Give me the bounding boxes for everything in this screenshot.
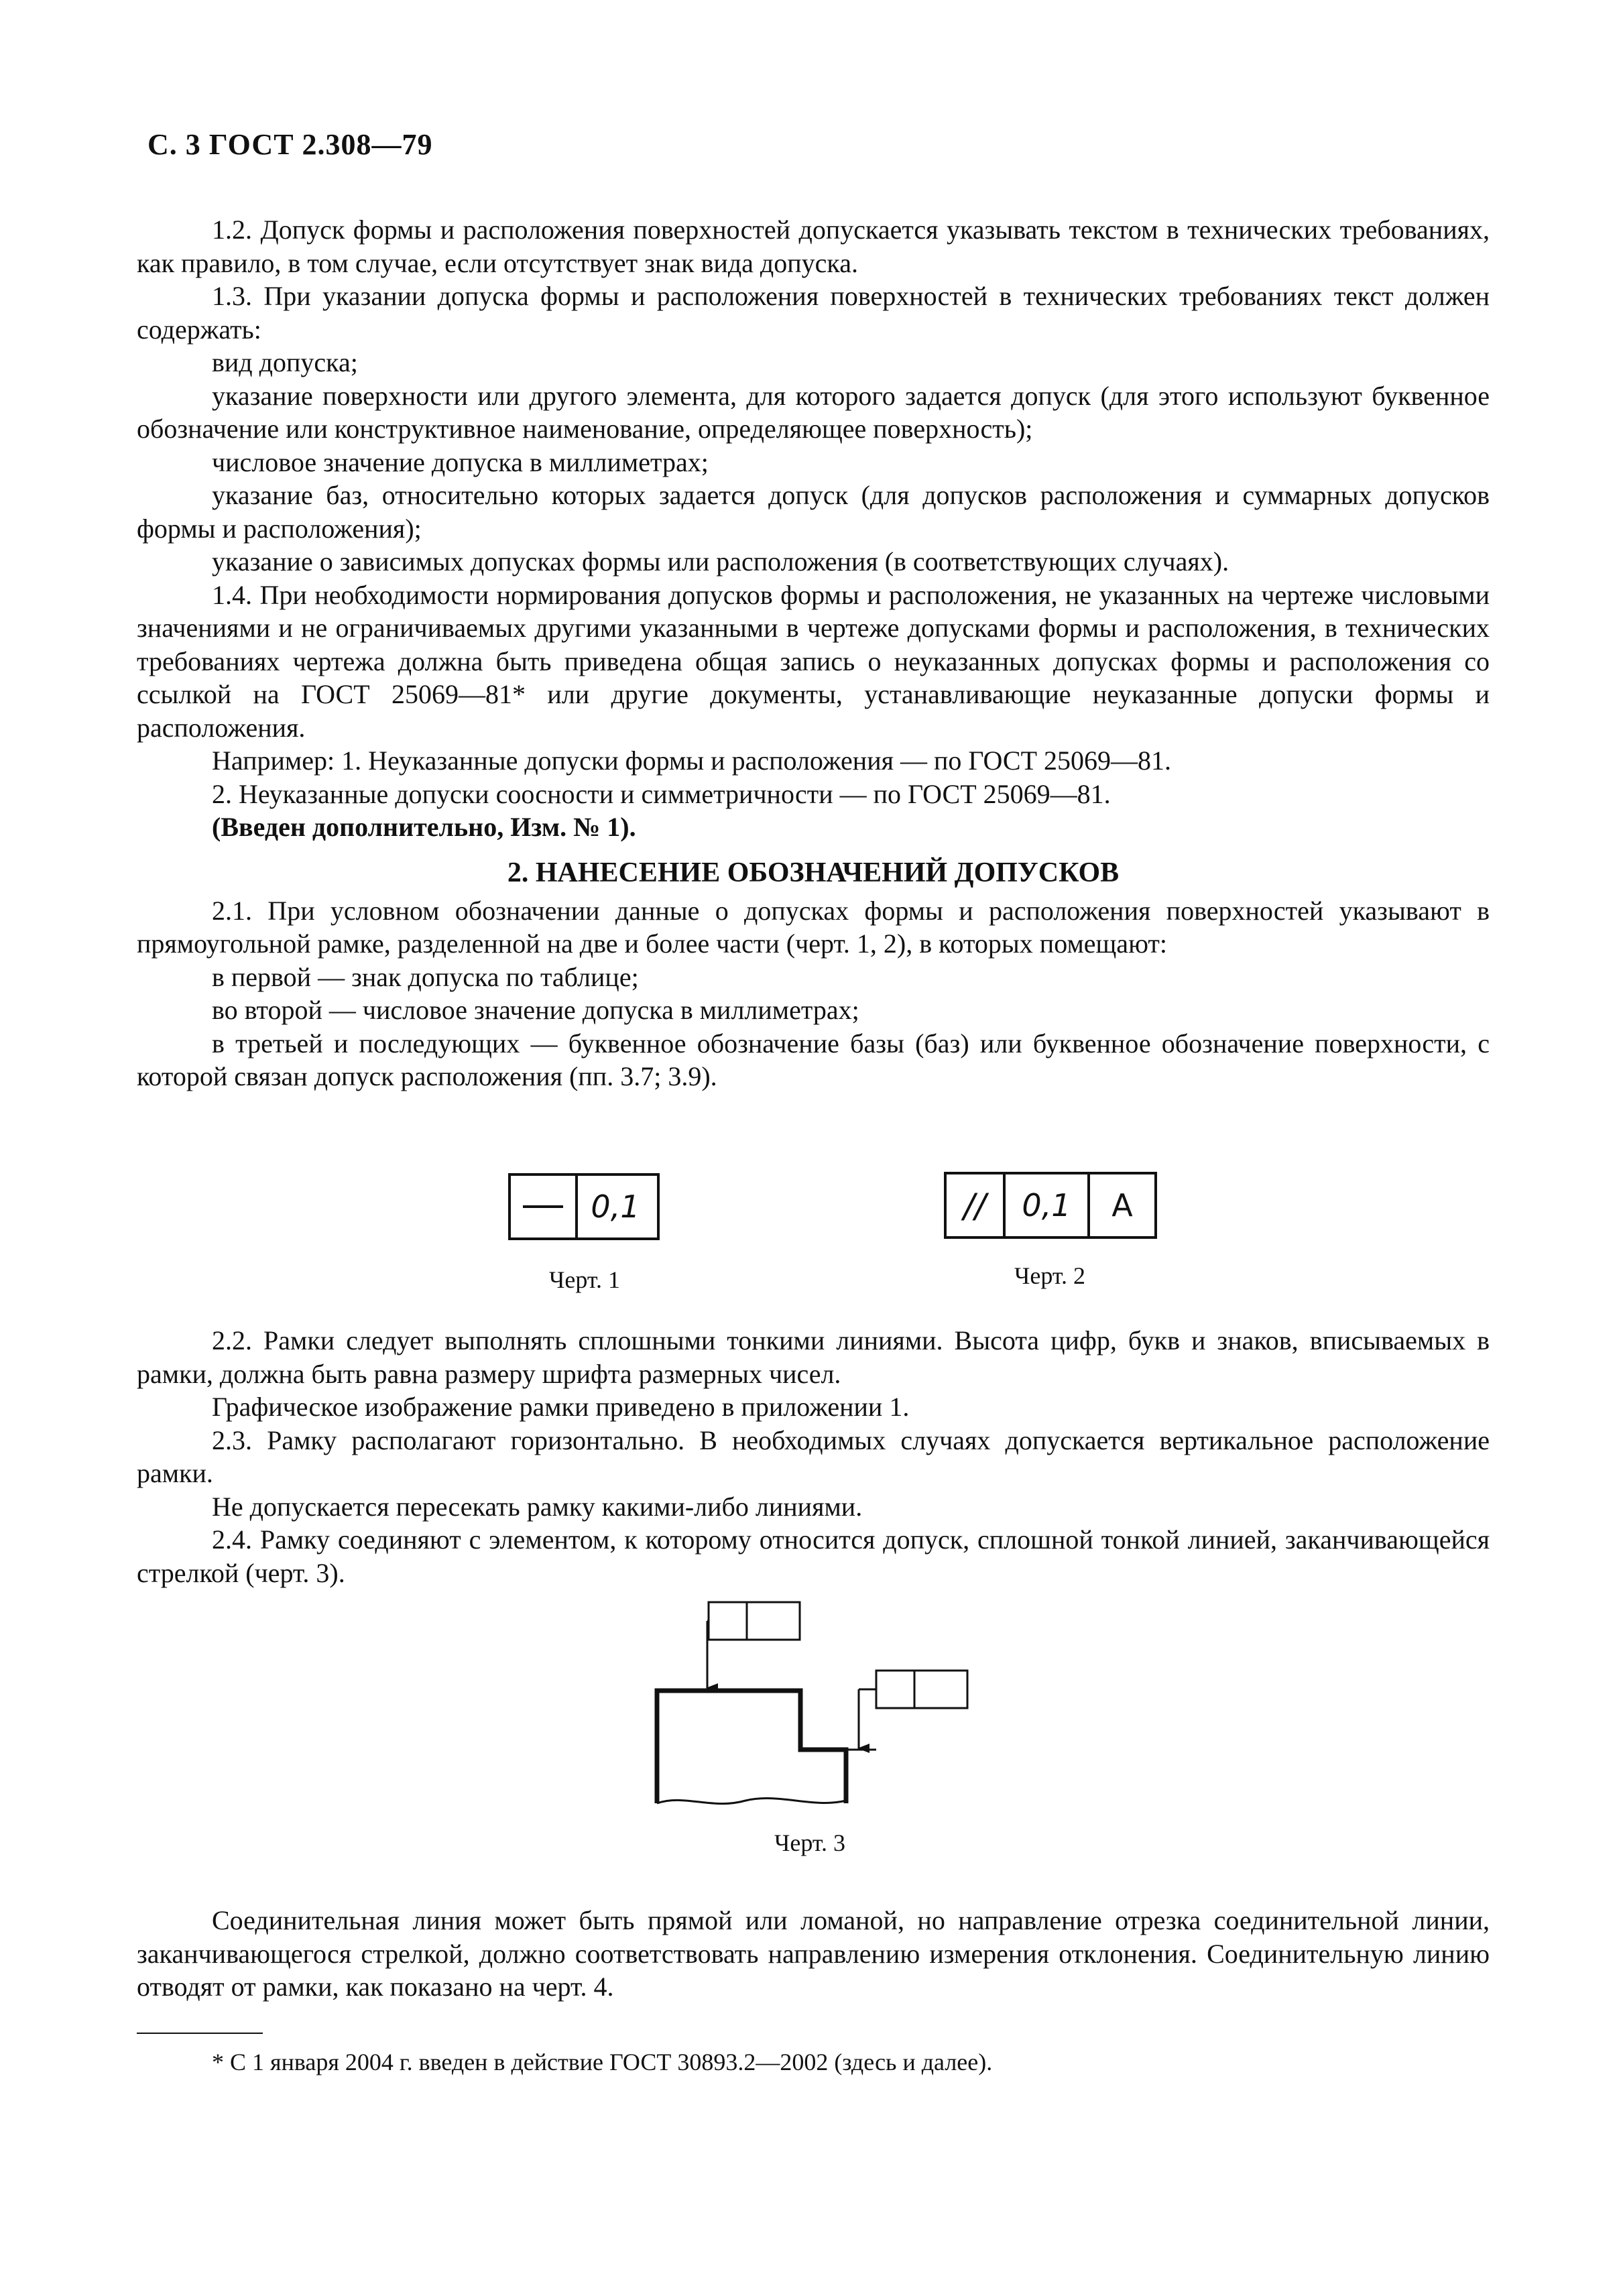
paragraph-2-3: 2.3. Рамку располагают горизонтально. В необходимых случаях допускается вертикальное расположение рамки.	[137, 1425, 1490, 1488]
list-item-third: в третьей и последующих — буквенное обозначение базы (баз) или буквенное обозначение поверхности, с которой связан допуск расположения (пп. 3.7; 3.9).	[137, 1028, 1490, 1091]
section-2-title: 2. НАНЕСЕНИЕ ОБОЗНАЧЕНИЙ ДОПУСКОВ	[507, 857, 1120, 888]
frame-value: 0,1	[591, 1189, 640, 1225]
break-line	[657, 1799, 846, 1804]
text-block-1	[137, 213, 1490, 1093]
list-item-first: в первой — знак допуска по таблице;	[212, 961, 639, 992]
amendment-note: (Введен дополнительно, Изм. № 1).	[212, 812, 636, 842]
page-header: С. 3 ГОСТ 2.308—79	[147, 128, 433, 161]
frame-upper	[709, 1602, 800, 1640]
list-item-second: во второй — числовое значение допуска в миллиметрах;	[212, 995, 859, 1025]
frame-right	[876, 1671, 967, 1708]
paragraph-appendix: Графическое изображение рамки приведено в приложении 1.	[212, 1392, 910, 1422]
parallelism-symbol-icon: //	[963, 1187, 986, 1225]
figure-1-caption: Черт. 1	[549, 1266, 620, 1293]
paragraph-1-4: 1.4. При необходимости нормирования допусков формы и расположения, не указанных на чертеже числовыми значениями и не ограничиваемых другими указанными в чертеже допусками формы и расположения, в технических требованиях чертежа должна быть приведена общая запись о неуказанных допусках формы и расположения со ссылкой на ГОСТ 25069—81* или другие документы, устанавливающие неуказанные допуски формы и расположения.	[137, 579, 1490, 743]
footnote: * С 1 января 2004 г. введен в действие ГОСТ 30893.2—2002 (здесь и далее).	[212, 2049, 993, 2075]
list-item-dependent: указание о зависимых допусках формы или расположения (в соответствующих случаях).	[212, 546, 1229, 577]
paragraph-leader-line: Соединительная линия может быть прямой или ломаной, но направление отрезка соединительной линии, заканчивающегося стрелкой, должно соответствовать направлению измерения отклонения. Соединительную линию отводят от рамки, как показано на черт. 4.	[137, 1905, 1490, 2002]
paragraph-2-1: 2.1. При условном обозначении данные о допусках формы и расположения поверхностей указывают в прямоугольной рамке, разделенной на две и более части (черт. 1, 2), в которых помещают:	[137, 895, 1490, 959]
figure-3-svg	[645, 1595, 980, 1817]
figure-1-svg	[508, 1173, 660, 1240]
figure-3-caption: Черт. 3	[774, 1829, 845, 1856]
paragraph-1-3: 1.3. При указании допуска формы и расположения поверхностей в технических требованиях текст должен содержать:	[137, 281, 1490, 345]
paragraph-1-2: 1.2. Допуск формы и расположения поверхностей допускается указывать текстом в технических требованиях, как правило, в том случае, если отсутствует знак вида допуска.	[137, 215, 1490, 278]
figure-2-caption: Черт. 2	[1014, 1262, 1085, 1289]
paragraph-2-4: 2.4. Рамку соединяют с элементом, к которому относится допуск, сплошной тонкой линией, заканчивающейся стрелкой (черт. 3).	[137, 1524, 1490, 1588]
footnote-rule	[137, 2033, 263, 2034]
figure-2-svg	[944, 1172, 1157, 1239]
text-block-3	[137, 1324, 1490, 1589]
example-1: Например: 1. Неуказанные допуски формы и расположения — по ГОСТ 25069—81.	[212, 745, 1172, 776]
figure-2-frame	[944, 1172, 1157, 1239]
example-2: 2. Неуказанные допуски соосности и симметричности — по ГОСТ 25069—81.	[212, 778, 1111, 809]
part-outline	[657, 1691, 846, 1803]
list-item-surface: указание поверхности или другого элемента, для которого задается допуск (для этого используют буквенное обозначение или конструктивное наименование, определяющее поверхность);	[137, 380, 1490, 444]
list-item-bases: указание баз, относительно которых задается допуск (для допусков расположения и суммарных допусков формы и расположения);	[137, 480, 1490, 544]
figure-1-frame	[508, 1173, 660, 1240]
figure-3-drawing	[645, 1595, 980, 1817]
text-block-4	[137, 1904, 1490, 2004]
paragraph-no-cross: Не допускается пересекать рамку какими-либо линиями.	[212, 1491, 863, 1522]
frame-value: 0,1	[1022, 1187, 1071, 1223]
frame-datum: A	[1111, 1187, 1133, 1223]
paragraph-2-2: 2.2. Рамки следует выполнять сплошными тонкими линиями. Высота цифр, букв и знаков, вписываемых в рамки, должна быть равна размеру шрифта размерных чисел.	[137, 1325, 1490, 1389]
list-item-type: вид допуска;	[212, 347, 358, 377]
list-item-value: числовое значение допуска в миллиметрах;	[212, 446, 709, 477]
